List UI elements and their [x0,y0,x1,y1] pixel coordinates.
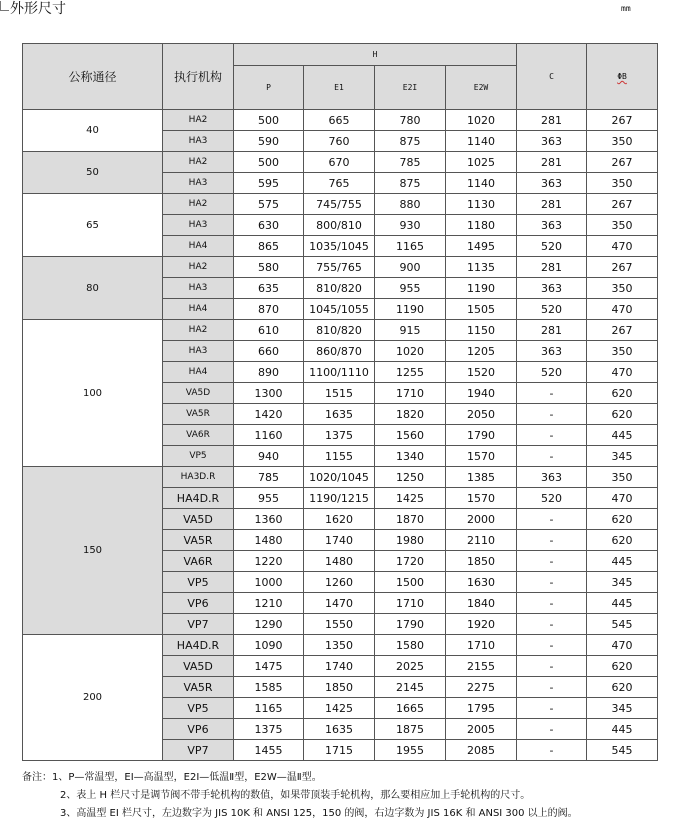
value-cell-c: - [517,719,587,740]
value-cell-e1: 1635 [304,719,375,740]
value-cell-p: 660 [234,341,304,362]
value-cell-e2i: 785 [375,152,446,173]
value-cell-e2i: 1790 [375,614,446,635]
value-cell-p: 1480 [234,530,304,551]
value-cell-e2i: 875 [375,131,446,152]
value-cell-e2w: 1190 [446,278,517,299]
value-cell-e2w: 1920 [446,614,517,635]
value-cell-e2w: 1150 [446,320,517,341]
value-cell-e1: 760 [304,131,375,152]
actuator-cell: HA4 [163,236,234,257]
value-cell-p: 785 [234,467,304,488]
value-cell-e2i: 930 [375,215,446,236]
value-cell-e2w: 1025 [446,152,517,173]
value-cell-e1: 1740 [304,656,375,677]
title-text: 外形尺寸 [10,1,66,17]
value-cell-c: - [517,740,587,761]
value-cell-e2i: 1870 [375,509,446,530]
value-cell-p: 635 [234,278,304,299]
value-cell-c: 363 [517,467,587,488]
value-cell-e1: 1620 [304,509,375,530]
actuator-cell: VA5R [163,530,234,551]
value-cell-c: - [517,509,587,530]
value-cell-b: 345 [587,446,658,467]
value-cell-c: - [517,530,587,551]
value-cell-e2w: 2085 [446,740,517,761]
value-cell-e1: 1260 [304,572,375,593]
value-cell-c: - [517,572,587,593]
value-cell-p: 890 [234,362,304,383]
note-1: 备注：1、P—常温型，EI—高温型，E2I—低温Ⅱ型，E2W—温Ⅱ型。 [22,772,322,783]
value-cell-e2i: 1500 [375,572,446,593]
value-cell-e1: 1515 [304,383,375,404]
value-cell-e2w: 1495 [446,236,517,257]
value-cell-e2w: 1630 [446,572,517,593]
value-cell-p: 1165 [234,698,304,719]
value-cell-p: 1455 [234,740,304,761]
nominal-size-cell: 100 [23,320,163,467]
value-cell-c: - [517,404,587,425]
value-cell-e2w: 1570 [446,446,517,467]
value-cell-e2w: 1180 [446,215,517,236]
value-cell-p: 1290 [234,614,304,635]
value-cell-e2i: 1425 [375,488,446,509]
actuator-cell: HA3 [163,131,234,152]
value-cell-b: 445 [587,551,658,572]
value-cell-e1: 1045/1055 [304,299,375,320]
actuator-cell: HA4 [163,299,234,320]
table-row [23,152,658,173]
table-row [23,110,658,131]
table-row [23,467,658,488]
value-cell-b: 267 [587,257,658,278]
actuator-cell: VP6 [163,593,234,614]
value-cell-e2i: 1190 [375,299,446,320]
value-cell-c: 281 [517,194,587,215]
value-cell-b: 350 [587,278,658,299]
table-row [23,194,658,215]
value-cell-b: 350 [587,341,658,362]
value-cell-e1: 1470 [304,593,375,614]
actuator-cell: VA6R [163,551,234,572]
value-cell-e2i: 915 [375,320,446,341]
value-cell-b: 620 [587,530,658,551]
value-cell-e2w: 1020 [446,110,517,131]
value-cell-b: 620 [587,677,658,698]
value-cell-b: 345 [587,572,658,593]
value-cell-e1: 1035/1045 [304,236,375,257]
value-cell-b: 267 [587,320,658,341]
dimensions-table [22,43,658,761]
value-cell-p: 955 [234,488,304,509]
actuator-cell: HA4D.R [163,488,234,509]
value-cell-e1: 745/755 [304,194,375,215]
value-cell-e1: 670 [304,152,375,173]
value-cell-e2w: 2110 [446,530,517,551]
actuator-cell: VA5R [163,677,234,698]
value-cell-b: 470 [587,236,658,257]
header-nominal-diameter: 公称通径 [23,44,163,110]
value-cell-b: 470 [587,635,658,656]
value-cell-p: 610 [234,320,304,341]
value-cell-e2w: 1940 [446,383,517,404]
value-cell-e1: 755/765 [304,257,375,278]
value-cell-b: 620 [587,404,658,425]
value-cell-p: 1090 [234,635,304,656]
actuator-cell: HA4 [163,362,234,383]
actuator-cell: VA5D [163,383,234,404]
note-3: 3、高温型 EI 栏尺寸，左边数字为 JIS 10K 和 ANSI 125，150 的阀，右边字数为 JIS 16K 和 ANSI 300 以上的阀。 [60,808,578,819]
header-e1: E1 [304,66,375,110]
value-cell-e2w: 1710 [446,635,517,656]
value-cell-c: 363 [517,215,587,236]
value-cell-c: 363 [517,278,587,299]
actuator-cell: VA5D [163,656,234,677]
value-cell-e2w: 1570 [446,488,517,509]
value-cell-c: 363 [517,341,587,362]
value-cell-p: 1585 [234,677,304,698]
value-cell-e2i: 1580 [375,635,446,656]
actuator-cell: HA2 [163,194,234,215]
value-cell-c: 281 [517,257,587,278]
actuator-cell: VP7 [163,614,234,635]
value-cell-e2w: 2005 [446,719,517,740]
value-cell-e1: 1850 [304,677,375,698]
value-cell-c: - [517,614,587,635]
value-cell-c: 363 [517,173,587,194]
header-h: H [234,44,517,66]
header-actuator: 执行机构 [163,44,234,110]
value-cell-c: 281 [517,110,587,131]
value-cell-e2i: 1710 [375,383,446,404]
value-cell-p: 575 [234,194,304,215]
value-cell-c: - [517,383,587,404]
value-cell-e2i: 900 [375,257,446,278]
value-cell-p: 1220 [234,551,304,572]
value-cell-e2w: 2050 [446,404,517,425]
value-cell-e2i: 955 [375,278,446,299]
value-cell-e1: 1425 [304,698,375,719]
nominal-size-cell: 150 [23,467,163,635]
value-cell-c: - [517,425,587,446]
table-row [23,635,658,656]
value-cell-p: 1420 [234,404,304,425]
actuator-cell: VA5R [163,404,234,425]
value-cell-e1: 765 [304,173,375,194]
value-cell-p: 1160 [234,425,304,446]
value-cell-p: 870 [234,299,304,320]
value-cell-e2i: 780 [375,110,446,131]
value-cell-b: 470 [587,362,658,383]
value-cell-e2w: 1795 [446,698,517,719]
value-cell-b: 350 [587,131,658,152]
value-cell-e2i: 1980 [375,530,446,551]
value-cell-c: 363 [517,131,587,152]
value-cell-e1: 860/870 [304,341,375,362]
actuator-cell: HA4D.R [163,635,234,656]
value-cell-e2i: 1875 [375,719,446,740]
actuator-cell: VP7 [163,740,234,761]
value-cell-e1: 1550 [304,614,375,635]
value-cell-e1: 800/810 [304,215,375,236]
value-cell-p: 580 [234,257,304,278]
actuator-cell: VP6 [163,719,234,740]
value-cell-b: 620 [587,656,658,677]
value-cell-e2w: 1140 [446,131,517,152]
value-cell-e2w: 1790 [446,425,517,446]
value-cell-e2w: 2155 [446,656,517,677]
header-p: P [234,66,304,110]
value-cell-c: - [517,656,587,677]
value-cell-c: 520 [517,299,587,320]
value-cell-e2w: 2275 [446,677,517,698]
actuator-cell: HA2 [163,320,234,341]
value-cell-c: 281 [517,320,587,341]
value-cell-e2i: 2025 [375,656,446,677]
value-cell-e1: 1100/1110 [304,362,375,383]
value-cell-e2w: 2000 [446,509,517,530]
value-cell-e1: 1635 [304,404,375,425]
actuator-cell: HA2 [163,152,234,173]
header-e2w: E2W [446,66,517,110]
actuator-cell: HA3 [163,278,234,299]
value-cell-c: - [517,446,587,467]
value-cell-p: 630 [234,215,304,236]
value-cell-c: - [517,635,587,656]
value-cell-e2i: 1710 [375,593,446,614]
value-cell-e2i: 1020 [375,341,446,362]
value-cell-c: 281 [517,152,587,173]
value-cell-p: 590 [234,131,304,152]
value-cell-e1: 665 [304,110,375,131]
value-cell-e2w: 1850 [446,551,517,572]
value-cell-e1: 1350 [304,635,375,656]
nominal-size-cell: 80 [23,257,163,320]
value-cell-p: 500 [234,152,304,173]
value-cell-e2w: 1130 [446,194,517,215]
value-cell-e1: 1375 [304,425,375,446]
value-cell-b: 350 [587,173,658,194]
actuator-cell: VA6R [163,425,234,446]
value-cell-p: 500 [234,110,304,131]
value-cell-e2i: 880 [375,194,446,215]
value-cell-b: 445 [587,425,658,446]
actuator-cell: HA3 [163,341,234,362]
actuator-cell: HA3 [163,173,234,194]
header-c: C [517,44,587,110]
actuator-cell: VP5 [163,698,234,719]
value-cell-e1: 1020/1045 [304,467,375,488]
value-cell-b: 545 [587,740,658,761]
actuator-cell: HA2 [163,110,234,131]
value-cell-e1: 810/820 [304,320,375,341]
actuator-cell: HA3D.R [163,467,234,488]
value-cell-e2i: 1955 [375,740,446,761]
value-cell-p: 1375 [234,719,304,740]
value-cell-e2i: 1720 [375,551,446,572]
value-cell-e1: 810/820 [304,278,375,299]
value-cell-c: - [517,698,587,719]
value-cell-b: 445 [587,719,658,740]
value-cell-p: 1000 [234,572,304,593]
value-cell-e1: 1740 [304,530,375,551]
value-cell-e2w: 1520 [446,362,517,383]
value-cell-c: - [517,551,587,572]
value-cell-e2w: 1840 [446,593,517,614]
actuator-cell: VP5 [163,572,234,593]
value-cell-b: 267 [587,194,658,215]
value-cell-p: 865 [234,236,304,257]
notes [22,769,578,823]
value-cell-e2i: 875 [375,173,446,194]
value-cell-e2w: 1205 [446,341,517,362]
value-cell-e1: 1480 [304,551,375,572]
value-cell-b: 470 [587,299,658,320]
value-cell-e1: 1715 [304,740,375,761]
value-cell-p: 1475 [234,656,304,677]
value-cell-e2i: 1165 [375,236,446,257]
table-row [23,257,658,278]
header-phi-b-text: ΦB [617,72,627,81]
dimensions-table-body [23,110,658,761]
value-cell-p: 940 [234,446,304,467]
actuator-cell: HA2 [163,257,234,278]
value-cell-e1: 1190/1215 [304,488,375,509]
header-phi-b [587,44,658,110]
value-cell-b: 267 [587,152,658,173]
value-cell-b: 345 [587,698,658,719]
value-cell-p: 595 [234,173,304,194]
value-cell-e2w: 1505 [446,299,517,320]
table-row [23,320,658,341]
value-cell-b: 350 [587,215,658,236]
value-cell-b: 350 [587,467,658,488]
value-cell-b: 267 [587,110,658,131]
actuator-cell: HA3 [163,215,234,236]
actuator-cell: VA5D [163,509,234,530]
nominal-size-cell: 65 [23,194,163,257]
value-cell-b: 620 [587,383,658,404]
value-cell-e1: 1155 [304,446,375,467]
title-corner-mark [0,1,9,11]
value-cell-e2w: 1385 [446,467,517,488]
value-cell-e2i: 1340 [375,446,446,467]
nominal-size-cell: 200 [23,635,163,761]
nominal-size-cell: 40 [23,110,163,152]
value-cell-e2i: 2145 [375,677,446,698]
value-cell-e2i: 1560 [375,425,446,446]
value-cell-e2i: 1665 [375,698,446,719]
value-cell-c: - [517,593,587,614]
unit-label: mm [621,4,631,13]
value-cell-e2i: 1820 [375,404,446,425]
value-cell-b: 545 [587,614,658,635]
value-cell-p: 1360 [234,509,304,530]
header-e2i: E2I [375,66,446,110]
value-cell-c: - [517,677,587,698]
value-cell-e2i: 1255 [375,362,446,383]
nominal-size-cell: 50 [23,152,163,194]
value-cell-e2w: 1135 [446,257,517,278]
value-cell-c: 520 [517,236,587,257]
value-cell-p: 1210 [234,593,304,614]
value-cell-c: 520 [517,488,587,509]
value-cell-p: 1300 [234,383,304,404]
value-cell-b: 470 [587,488,658,509]
actuator-cell: VP5 [163,446,234,467]
value-cell-c: 520 [517,362,587,383]
note-2: 2、表上 H 栏尺寸是调节阀不带手轮机构的数值，如果带顶装手轮机构，那么要相应加上手轮机构的尺寸。 [60,790,531,801]
value-cell-b: 620 [587,509,658,530]
value-cell-e2i: 1250 [375,467,446,488]
value-cell-e2w: 1140 [446,173,517,194]
value-cell-b: 445 [587,593,658,614]
